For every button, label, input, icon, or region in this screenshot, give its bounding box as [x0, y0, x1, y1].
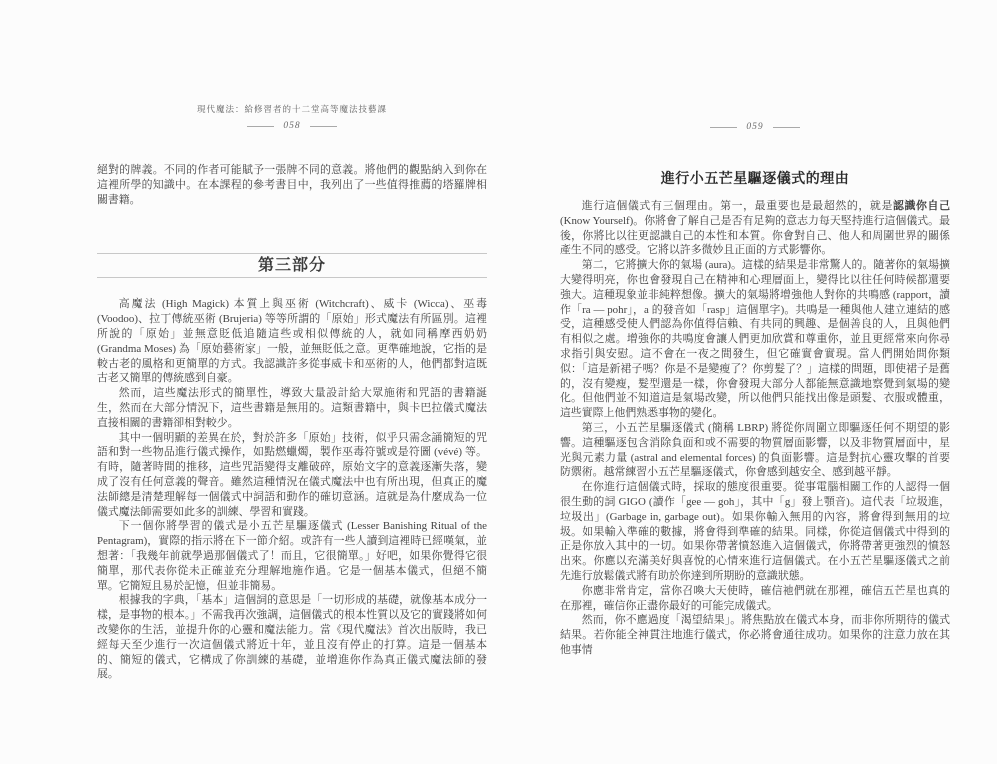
left-body-text — [97, 297, 487, 682]
chapter-heading: 進行小五芒星驅逐儀式的理由 — [660, 170, 850, 186]
folio-rule-icon — [710, 127, 737, 128]
paragraph-segment: 進行這個儀式有三個理由。第一，最重要也是最超然的，就是 — [581, 200, 893, 212]
paragraph: 下一個你將學習的儀式是小五芒星驅逐儀式 (Lesser Banishing Ritual of the Pentagram)，實際的指示將在下一節介紹。或許有一些人讀到這裡時已經嘆氣，並想著：「我幾年前就學過那個儀式了！而且，它很簡單。」好吧，如果你覺得它很簡單，那代表你從未正確並充分理解地施作過。它是一個基本儀式，但絕不簡單。它簡短且易於記憶，但並非簡易。 — [97, 520, 487, 592]
paragraph-segment: (Know Yourself)。你將會了解自己是否有足夠的意志力每天堅持進行這個儀式。最後，你將比以往更認識自己的本性和本質。你會對自己、他人和周圍世界的關係產生不同的感受。它將以許多微妙且正面的方式影響你。 — [560, 214, 950, 257]
folio-right — [560, 121, 950, 133]
emphasis-know-yourself: 認識你自己 — [892, 200, 950, 212]
paragraph: 然而，你不應過度「渴望結果」。將焦點放在儀式本身，而非你所期待的儀式結果。若你能全神貫注地進行儀式，你必將會通往成功。如果你的注意力放在其他事情 — [560, 614, 950, 656]
paragraph: 第二，它將擴大你的氣場 (aura)。這樣的結果是非常驚人的。隨著你的氣場擴大變得明亮，你也會發現自己在精神和心理層面上，變得比以往任何時候都還要強大。這種現象並非純粹想像。擴大的氣場將增強他人對你的共鳴感 (rapport，讀作「ra — pohr」，a 的發音如「rasp」這個單字)。共鳴是一種與他人建立連結的感受，這種感受使人們認為你值得信賴、有共同的興趣、是個善良的人，且與他們有相似之處。增強你的共鳴度會讓人們更加欣賞和尊重你，並且更經常來向你尋求指引與安慰。這不會在一夜之間發生，但它確實會實現。當人們開始問你類似：「這是新裙子嗎？你是不是變瘦了？你剪髮了？」這樣的問題，即使裙子是舊的，沒有變瘦，髮型還是一樣，你會發現大部分人都能無意識地察覺到氣場的變化。但他們並不知道這是氣場改變，所以他們只能找出像是頭髮、衣服或體重，這些實際上他們熟悉事物的變化。 — [560, 259, 950, 420]
paragraph: 第三，小五芒星驅逐儀式 (簡稱 LBRP) 將從你周圍立即驅逐任何不期望的影響。這種驅逐包含消除負面和或不需要的物質層面影響，以及非物質層面中，星光與元素力量 (astral and elemental forces) 的負面影響。這是對抗心靈攻擊的首要防禦術。越常練習小五芒星驅逐儀式，你會感到越安全、感到越平靜。 — [560, 421, 950, 479]
page-number-left: 058 — [283, 121, 301, 131]
paragraph: 你應非常肯定，當你召喚大天使時，確信祂們就在那裡，確信五芒星也真的在那裡，確信你正盡你最好的可能完成儀式。 — [560, 584, 950, 612]
folio-rule-icon — [310, 126, 337, 127]
part-divider — [97, 253, 487, 278]
paragraph: 在你進行這個儀式時，採取的態度很重要。從事電腦相關工作的人認得一個很生動的詞 GIGO (讀作「gee — goh」，其中「g」發上顎音)。這代表「垃圾進，垃圾出」(Garbage in, garbage out)。如果你輸入無用的內容，將會得到無用的垃圾。如果輸入準確的數據，將會得到準確的結果。同樣，你從這個儀式中得到的正是你放入其中的一切。如果你帶著憤怒進入這個儀式，你將帶著更強烈的憤怒出來。你應以充滿美好與喜悅的心情來進行這個儀式。在小五芒星驅逐儀式之前先進行放鬆儀式將有助於你達到所期盼的意識狀態。 — [560, 481, 950, 582]
right-body-text — [560, 199, 950, 658]
folio-left — [97, 120, 487, 132]
paragraph: 根據我的字典，「基本」這個詞的意思是「一切形成的基礎，就像基本成分一樣，是事物的根本。」不需我再次強調，這個儀式的根本性質以及它的實踐將如何改變你的生活，並提升你的心靈和魔法能力。當《現代魔法》首次出版時，我已經每天至少進行一次這個儀式將近十年，並且沒有停止的打算。這是一個基本的、簡短的儀式，它構成了你訓練的基礎，並增進你作為真正儀式魔法師的發展。 — [97, 594, 487, 681]
continuation-paragraph — [97, 163, 487, 207]
right-page — [560, 104, 950, 658]
running-title: 現代魔法：給修習者的十二堂高等魔法技藝課 — [196, 104, 387, 114]
left-page — [97, 104, 487, 682]
paragraph: 然而，這些魔法形式的簡單性，導致大量設計給大眾施術和咒語的書籍誕生，然而在大部分情況下，這些書籍是無用的。這類書籍中，與卡巴拉儀式魔法直接相關的書籍卻相對較少。 — [97, 387, 487, 429]
paragraph: 高魔法 (High Magick) 本質上與巫術 (Witchcraft)、威卡 (Wicca)、巫毒 (Voodoo)、拉丁傳統巫術 (Brujeria) 等等所謂的「原始」形式魔法有所區別。這裡所說的「原始」並無意貶低追隨這些或相似傳統的人，就如同稱摩西奶奶 (Grandma Moses) 為「原始藝術家」一般，並無貶低之意。更準確地說，它指的是較古老的風格和更簡單的方式。我認識許多從事威卡和巫術的人，他們都對這既古老又簡單的傳統感到自豪。 — [97, 298, 487, 385]
paragraph: 其中一個明顯的差異在於，對於許多「原始」技術，似乎只需念誦簡短的咒語和對一些物品進行儀式操作，如點燃蠟燭，製作巫毒符號或是符圖 (vévé) 等。有時，隨著時間的推移，這些咒語變得支離破碎，原始文字的意義逐漸失落，變成了沒有任何意義的聲音。雖然這種情況在儀式魔法中也有所出現，但真正的魔法師總是清楚理解每一個儀式中詞語和動作的確切意涵。這就是為什麼成為一位儀式魔法師需要如此多的訓練、學習和實踐。 — [97, 431, 487, 518]
part-heading: 第三部分 — [257, 257, 326, 275]
paragraph — [560, 199, 950, 258]
folio-rule-icon — [247, 126, 274, 127]
folio-rule-icon — [773, 127, 800, 128]
page-number-right: 059 — [746, 122, 764, 132]
paragraph: 絕對的牌義。不同的作者可能賦予一張牌不同的意義。將他們的觀點納入到你在這裡所學的知識中。在本課程的參考書目中，我列出了一些值得推薦的塔羅牌相關書籍。 — [97, 164, 487, 206]
